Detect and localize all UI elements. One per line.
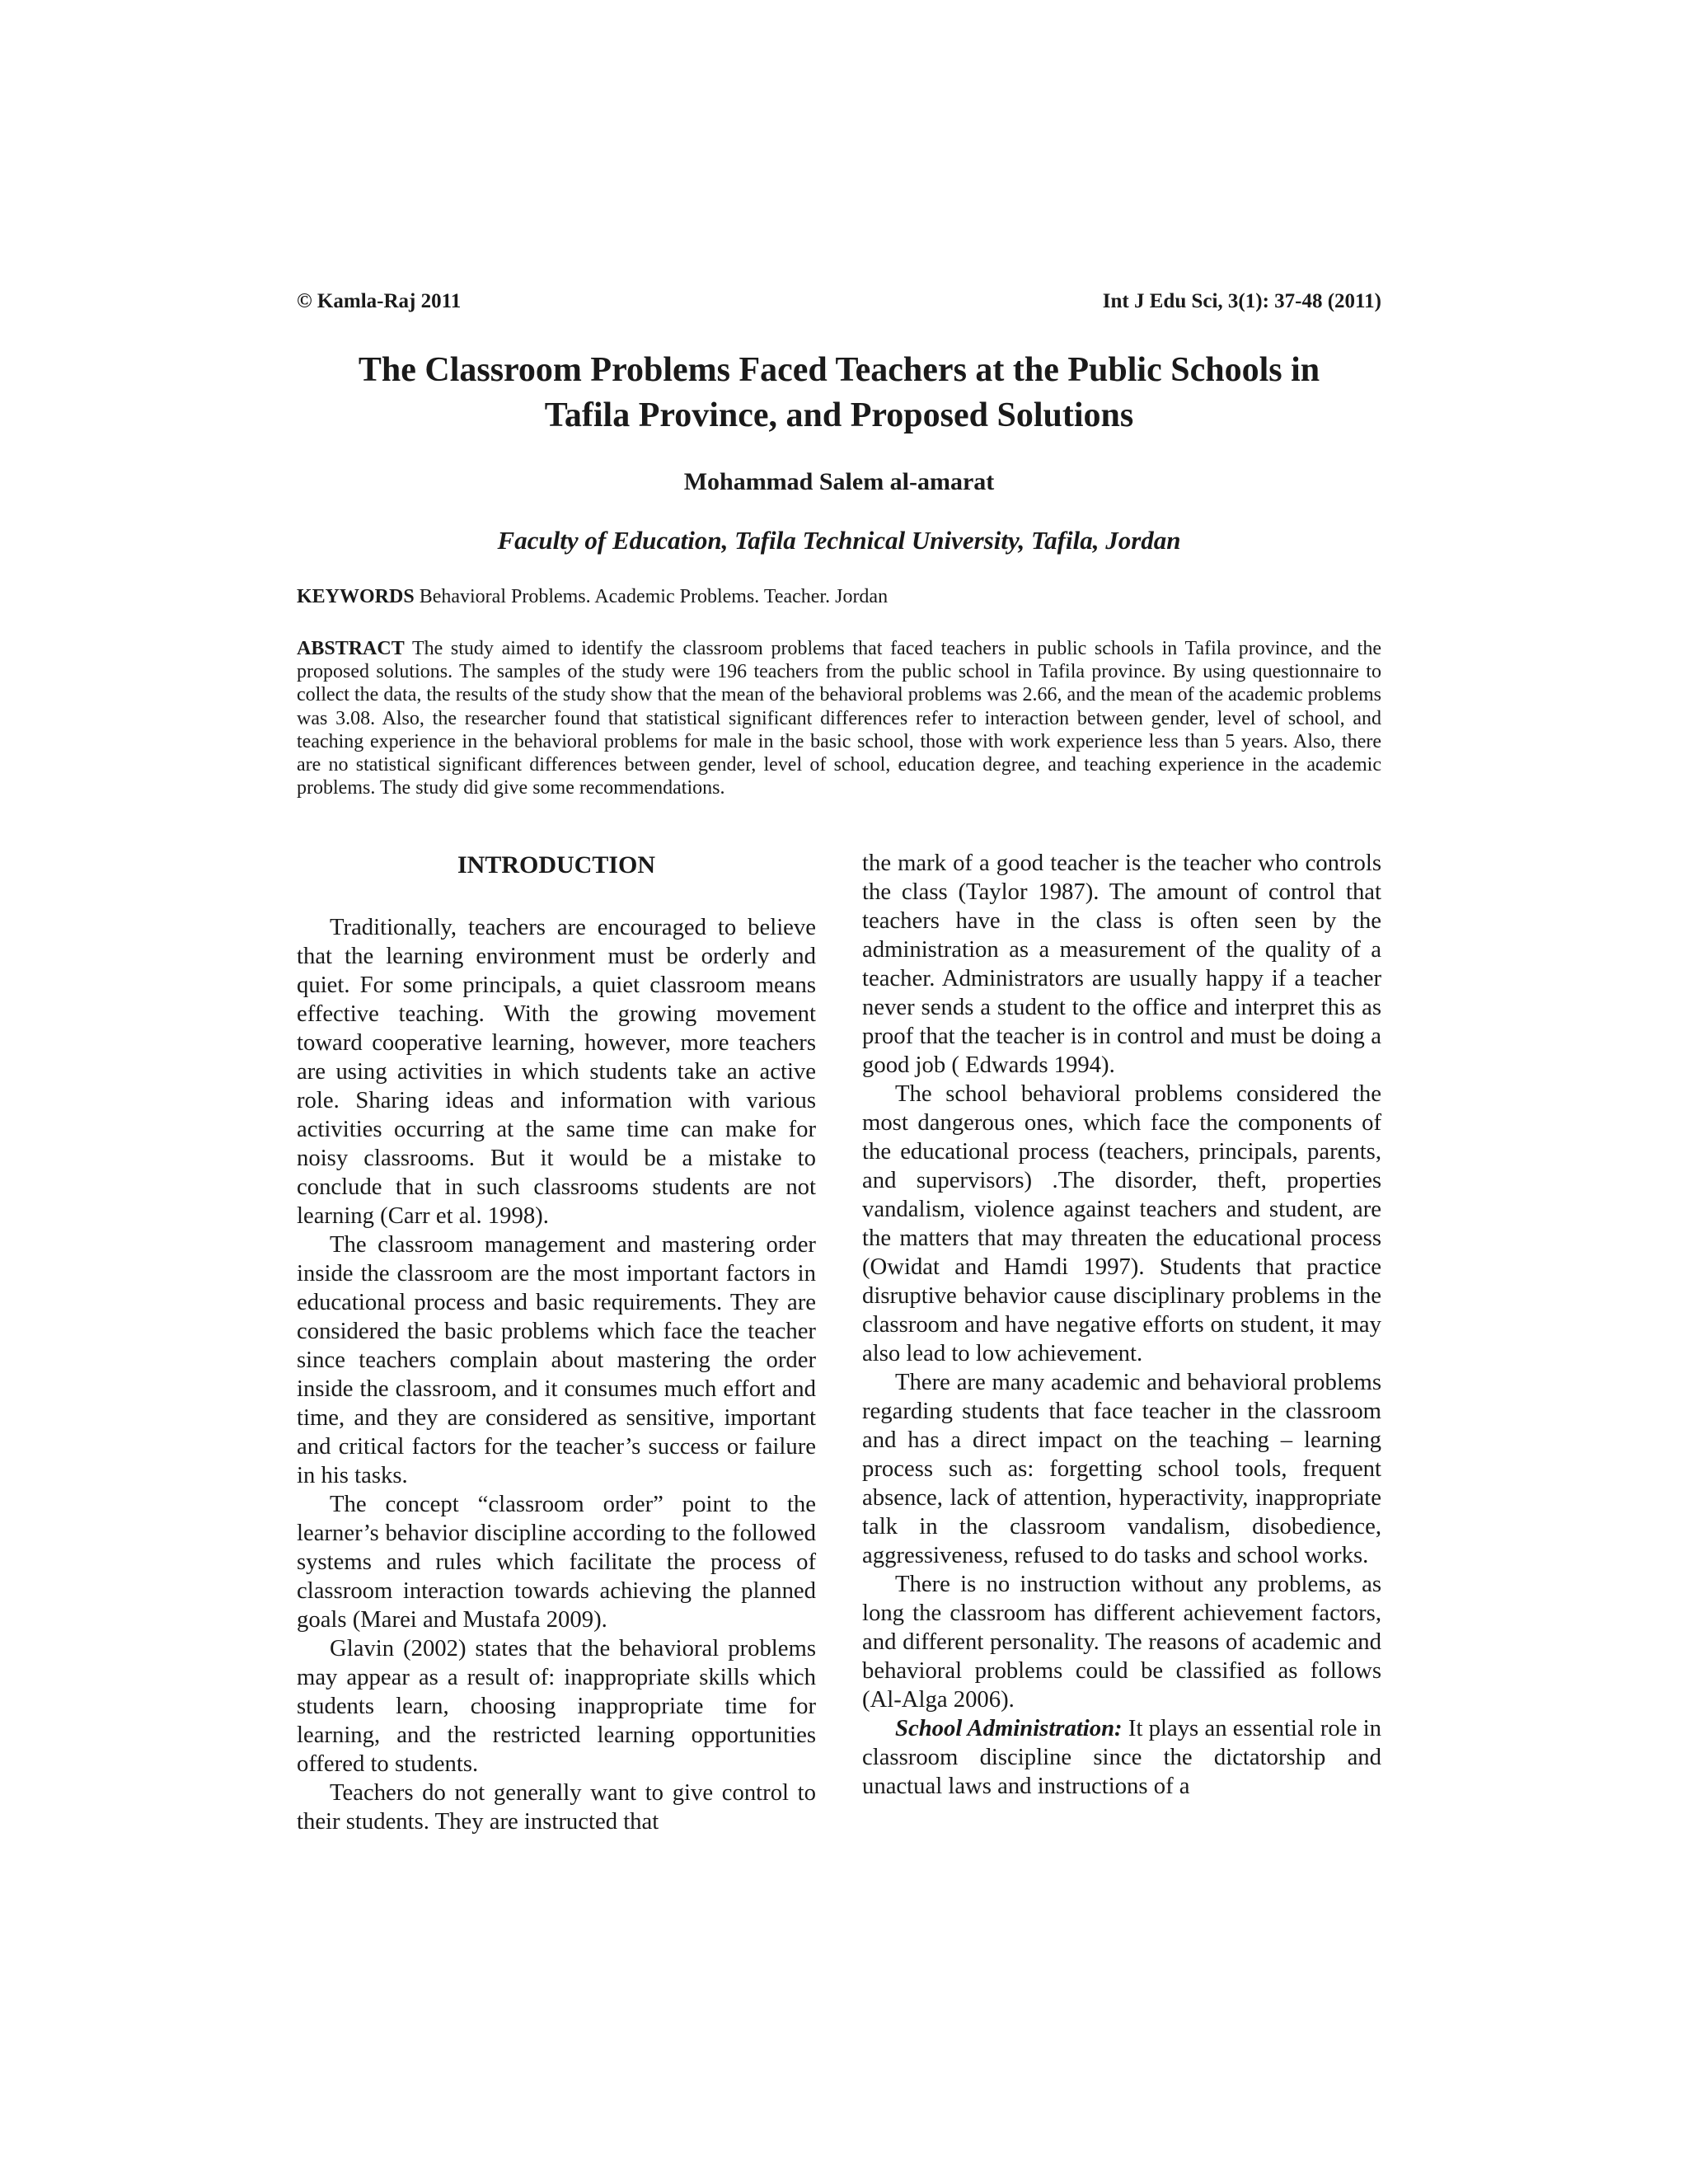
- run-in-text: It plays an essential role in classroom discipline since the dictatorship and unactual laws and instructions of a: [862, 1715, 1382, 1799]
- journal-citation: Int J Edu Sci, 3(1): 37-48 (2011): [1102, 290, 1381, 312]
- author-name: Mohammad Salem al-amarat: [683, 468, 995, 495]
- keywords-text: Behavioral Problems. Academic Problems. Teacher. Jordan: [419, 586, 889, 607]
- body-paragraph: The classroom management and mastering order inside the classroom are the most important factors in educational process and basic requirements. They are considered the basic problems which face the teacher since teachers complain about mastering the order inside the classroom, and it consumes much effort and time, and they are considered as sensitive, important and critical factors for the teacher’s success or failure in his tasks.: [297, 1231, 816, 1488]
- run-in-heading: School Administration:: [895, 1715, 1123, 1741]
- right-column: [862, 849, 1381, 1801]
- title-line-2: Tafila Province, and Proposed Solutions: [544, 396, 1134, 434]
- body-paragraph: There is no instruction without any problems, as long the classroom has different achievement factors, and different personality. The reasons of academic and behavioral problems could be classified as follows (Al-Alga 2006).: [862, 1571, 1381, 1713]
- body-paragraph: The school behavioral problems considered the most dangerous ones, which face the components of the educational process (teachers, principals, parents, and supervisors) .The disorder, theft, properties vandalism, violence against teachers and student, are the matters that may threaten the educational process (Owidat and Hamdi 1997). Students that practice disruptive behavior cause disciplinary problems in the classroom and have negative efforts on student, it may also lead to low achievement.: [862, 1080, 1381, 1366]
- body-paragraph: There are many academic and behavioral problems regarding students that face teacher in the classroom and has a direct impact on the teaching – learning process such as: forgetting school tools, frequent absence, lack of attention, hyperactivity, inappropriate talk in the classroom vandalism, disobedience, aggressiveness, refused to do tasks and school works.: [862, 1369, 1381, 1568]
- author-affiliation: Faculty of Education, Tafila Technical University, Tafila, Jordan: [497, 526, 1181, 555]
- running-header: [297, 290, 1381, 320]
- copyright-line: © Kamla-Raj 2011: [297, 290, 462, 312]
- abstract-label: ABSTRACT: [297, 638, 405, 659]
- body-paragraph: Traditionally, teachers are encouraged to believe that the learning environment must be orderly and quiet. For some principals, a quiet classroom means effective teaching. With the growing movement toward cooperative learning, however, more teachers are using activities in which students take an active role. Sharing ideas and information with various activities occurring at the same time can make for noisy classrooms. But it would be a mistake to conclude that in such classrooms students are not learning (Carr et al. 1998).: [297, 914, 816, 1229]
- continued-paragraph: the mark of a good teacher is the teacher who controls the class (Taylor 1987). The amount of control that teachers have in the class is often seen by the administration as a measurement of the quality of a teacher. Administrators are usually happy if a teacher never sends a student to the office and interpret this as proof that the teacher is in control and must be doing a good job ( Edwards 1994).: [862, 850, 1381, 1078]
- left-column: [297, 849, 816, 1836]
- body-paragraph: Glavin (2002) states that the behavioral problems may appear as a result of: inappropriate skills which students learn, choosing inappropriate time for learning, and the restricted learning opportunities offered to students.: [297, 1635, 816, 1777]
- body-paragraph: Teachers do not generally want to give control to their students. They are instructed that: [297, 1779, 816, 1835]
- keywords-label: KEYWORDS: [297, 586, 415, 607]
- section-heading-introduction: INTRODUCTION: [457, 851, 656, 879]
- title-line-1: The Classroom Problems Faced Teachers at the Public Schools in: [358, 351, 1320, 389]
- abstract-text: The study aimed to identify the classroom problems that faced teachers in public schools in Tafila province, and the proposed solutions. The samples of the study were 196 teachers from the public school in Tafila province. By using questionnaire to collect the data, the results of the study show that the mean of the behavioral problems was 2.66, and the mean of the academic problems was 3.08. Also, the researcher found that statistical significant differences refer to interaction between gender, level of school, and teaching experience in the behavioral problems for male in the basic school, those with work experience less than 5 years. Also, there are no statistical significant differences between gender, level of school, education degree, and teaching experience in the academic problems. The study did give some recommendations.: [297, 638, 1381, 799]
- body-paragraph-school-administration: [862, 1714, 1381, 1801]
- body-paragraph: The concept “classroom order” point to the learner’s behavior discipline according to the followed systems and rules which facilitate the process of classroom interaction towards achieving the planned goals (Marei and Mustafa 2009).: [297, 1491, 816, 1633]
- paper-title: [247, 348, 1431, 438]
- abstract-block: [297, 637, 1381, 799]
- keywords-block: [297, 586, 1381, 608]
